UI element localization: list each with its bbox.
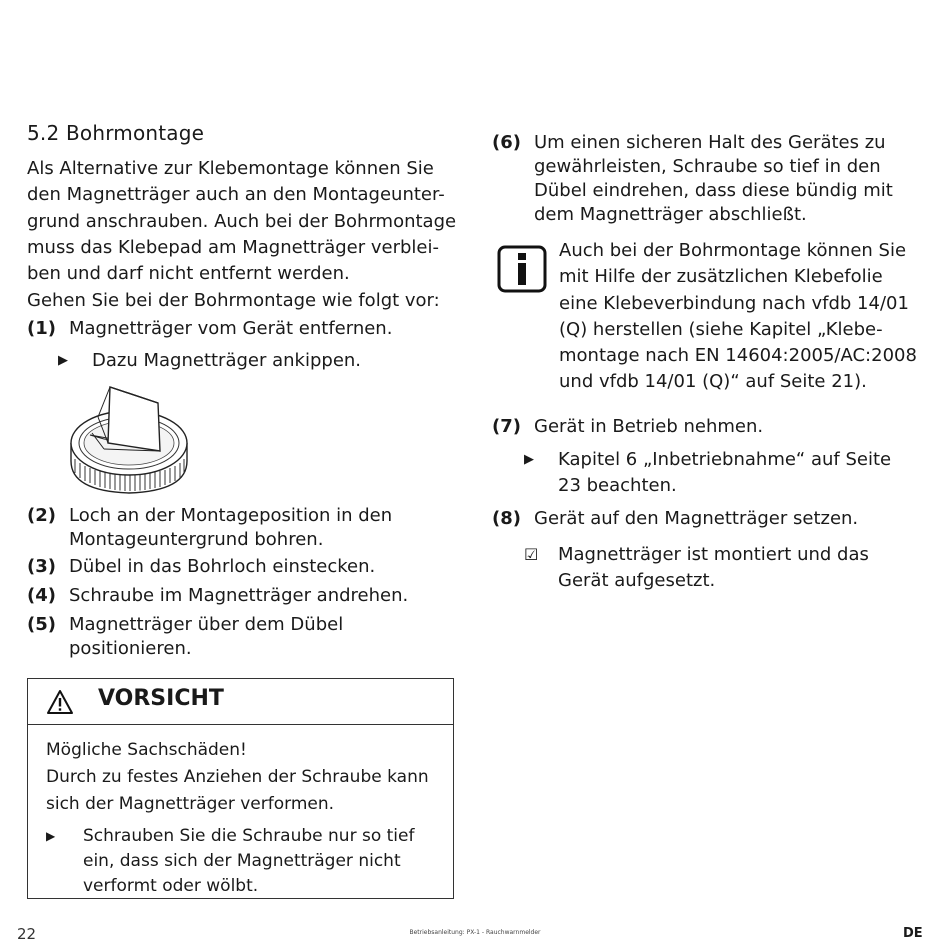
result-text: Magnetträger ist montiert und das [558, 544, 869, 565]
step-2 [27, 504, 457, 552]
triangle-bullet-icon: ▶ [46, 829, 56, 843]
step-number: (1) [27, 318, 56, 339]
paragraph-line: Als Alternative zur Klebemontage können Sie [27, 158, 434, 179]
info-line: (Q) herstellen (siehe Kapitel „Klebe- [559, 318, 883, 340]
sub-text: Kapitel 6 „Inbetriebnahme“ auf Seite [558, 449, 892, 470]
triangle-bullet-icon: ▶ [58, 353, 68, 368]
intro-text: Gehen Sie bei der Bohrmontage wie folgt vor: [27, 290, 440, 311]
step-8 [492, 507, 922, 531]
step-8-result [524, 542, 924, 594]
sub-text: 23 beachten. [558, 475, 677, 496]
info-line: Auch bei der Bohrmontage können Sie [559, 240, 907, 261]
step-3 [27, 555, 457, 579]
instruction-line: ein, dass sich der Magnetträger nicht [83, 851, 401, 871]
paragraph-line: den Magnetträger auch an den Montageunter- [27, 184, 445, 206]
step-6 [492, 131, 922, 227]
instruction-line: verformt oder wölbt. [83, 876, 259, 896]
sub-text: Dazu Magnetträger ankippen. [92, 350, 362, 371]
checkbox-checked-icon: ☑ [524, 545, 539, 564]
info-text [559, 238, 917, 396]
language-code: DE [903, 926, 923, 941]
paragraph-line: muss das Klebepad am Magnetträger verblei- [27, 236, 440, 258]
step-1 [27, 317, 457, 341]
info-line: und vfdb 14/01 (Q)“ auf Seite 21). [559, 371, 867, 393]
caution-line: Durch zu festes Anziehen der Schraube kann [46, 767, 429, 787]
section-paragraph [27, 156, 459, 287]
step-7-sub [524, 447, 924, 499]
paragraph-line: grund anschrauben. Auch bei der Bohrmontage [27, 210, 457, 232]
step-5 [27, 613, 457, 661]
step-number: (8) [492, 508, 521, 529]
step-number: (2) [27, 505, 56, 526]
step-text: Dübel eindrehen, dass diese bündig mit [534, 180, 893, 201]
step-text: dem Magnetträger abschließt. [534, 204, 807, 225]
step-number: (6) [492, 132, 521, 153]
section-title: 5.2 Bohrmontage [27, 121, 205, 145]
info-icon [497, 245, 547, 293]
step-text: Um einen sicheren Halt des Gerätes zu [534, 132, 886, 153]
step-text: Gerät auf den Magnetträger setzen. [534, 508, 859, 529]
step-number: (7) [492, 416, 521, 437]
step-text: positionieren. [69, 638, 192, 659]
step-text: Gerät in Betrieb nehmen. [534, 416, 764, 437]
warning-triangle-icon [46, 689, 74, 715]
step-7 [492, 415, 922, 439]
page-number: 22 [17, 925, 37, 943]
caution-title: VORSICHT [98, 686, 224, 711]
step-number: (5) [27, 614, 56, 635]
caution-subtitle: Mögliche Sachschäden! [46, 740, 247, 760]
step-number: (4) [27, 585, 56, 606]
result-text: Gerät aufgesetzt. [558, 570, 716, 591]
caution-line: sich der Magnetträger verformen. [46, 794, 335, 814]
step-text: Magnetträger vom Gerät entfernen. [69, 318, 393, 339]
info-line: eine Klebeverbindung nach vfdb 14/01 [559, 292, 909, 314]
step-text: Montageuntergrund bohren. [69, 529, 324, 550]
step-number: (3) [27, 556, 56, 577]
caution-header [28, 679, 453, 725]
caution-box [27, 678, 454, 899]
instruction-line: Schrauben Sie die Schraube nur so tief [83, 826, 415, 846]
step-text: Schraube im Magnetträger andrehen. [69, 585, 409, 606]
caution-instruction [46, 824, 446, 899]
step-text: gewährleisten, Schraube so tief in den [534, 156, 881, 177]
step-text: Dübel in das Bohrloch einstecken. [69, 556, 376, 577]
triangle-bullet-icon: ▶ [524, 452, 534, 467]
step-1-sub [58, 348, 458, 374]
info-line: montage nach EN 14604:2005/AC:2008 [559, 345, 917, 367]
magnet-carrier-illustration [68, 383, 190, 499]
step-text: Loch an der Montageposition in den [69, 505, 393, 526]
step-4 [27, 584, 457, 608]
step-text: Magnetträger über dem Dübel [69, 614, 344, 635]
caution-body [46, 737, 429, 818]
paragraph-line: ben und darf nicht entfernt werden. [27, 263, 350, 285]
footer-document-title: Betriebsanleitung: PX-1 - Rauchwarnmelder [409, 929, 541, 936]
info-line: mit Hilfe der zusätzlichen Klebefolie [559, 266, 883, 288]
